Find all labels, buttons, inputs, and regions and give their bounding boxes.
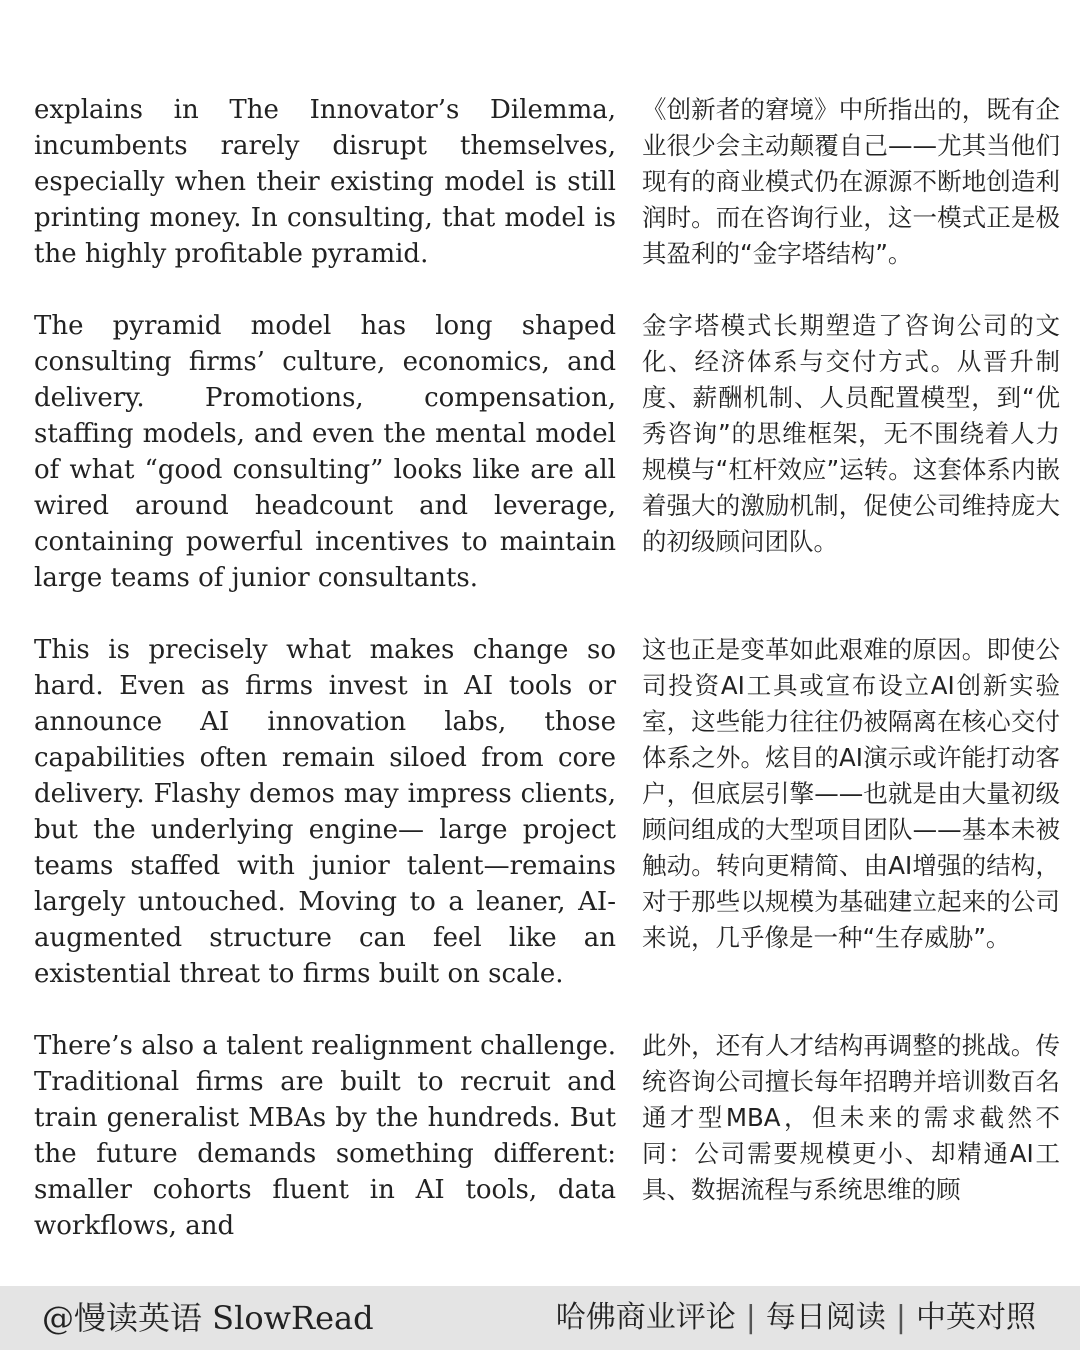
separator: | xyxy=(895,1300,906,1335)
english-paragraph-3: This is precisely what makes change so hard. Even as firms invest in AI tools or announce AI innovation labs, those capabilities often remain siloed from core delivery. Flashy demos may impress clients, but the underlying engine— large project teams staffed with junior talent—remains largely untouched. Moving to a leaner, AI-augmented structure can feel like an existential threat to firms built on scale. xyxy=(34,635,616,989)
chinese-paragraph-2: 金字塔模式长期塑造了咨询公司的文化、经济体系与交付方式。从晋升制度、薪酬机制、人员配置模型，到“优秀咨询”的思维框架，无不围绕着人力规模与“杠杆效应”运转。这套体系内嵌着强大的激励机制，促使公司维持庞大的初级顾问团队。 xyxy=(642,311,1060,556)
chinese-paragraph-3: 这也正是变革如此艰难的原因。即使公司投资AI工具或宣布设立AI创新实验室，这些能力往往仍被隔离在核心交付体系之外。炫目的AI演示或许能打动客户，但底层引擎——也就是由大量初级顾问组成的大型项目团队——基本未被触动。转向更精简、由AI增强的结构，对于那些以规模为基础建立起来的公司来说，几乎像是一种“生存威胁”。 xyxy=(642,635,1060,952)
category-label: 每日阅读 xyxy=(765,1300,886,1335)
separator: | xyxy=(745,1300,756,1335)
chinese-paragraph-4: 此外，还有人才结构再调整的挑战。传统咨询公司擅长每年招聘并培训数百名通才型MBA，但未来的需求截然不同：公司需要规模更小、却精通AI工具、数据流程与系统思维的顾 xyxy=(642,1031,1060,1204)
english-paragraph-2: The pyramid model has long shaped consulting firms’ culture, economics, and delivery. Promotions, compensation, staffing models, and even the mental model of what “good consulting” looks like are all wired around headcount and leverage, containing powerful incentives to maintain large teams of junior consultants. xyxy=(34,311,616,593)
chinese-paragraph-1: 《创新者的窘境》中所指出的，既有企业很少会主动颠覆自己——尤其当他们现有的商业模式仍在源源不断地创造利润时。而在咨询行业，这一模式正是极其盈利的“金字塔结构”。 xyxy=(642,95,1060,268)
format-label: 中英对照 xyxy=(916,1300,1036,1335)
english-paragraph-4: There’s also a talent realignment challenge. Traditional firms are built to recruit and train generalist MBAs by the hundreds. But the future demands something different: smaller cohorts fluent in AI tools, data workflows, and xyxy=(34,1031,616,1241)
footer-bar xyxy=(0,1286,1080,1350)
source-label: 哈佛商业评论 xyxy=(555,1300,736,1335)
footer-tags xyxy=(556,1298,1036,1338)
account-handle: @慢读英语 SlowRead xyxy=(42,1299,374,1337)
english-paragraph-1: explains in The Innovator’s Dilemma, incumbents rarely disrupt themselves, especially when their existing model is still printing money. In consulting, that model is the highly profitable pyramid. xyxy=(34,95,616,269)
